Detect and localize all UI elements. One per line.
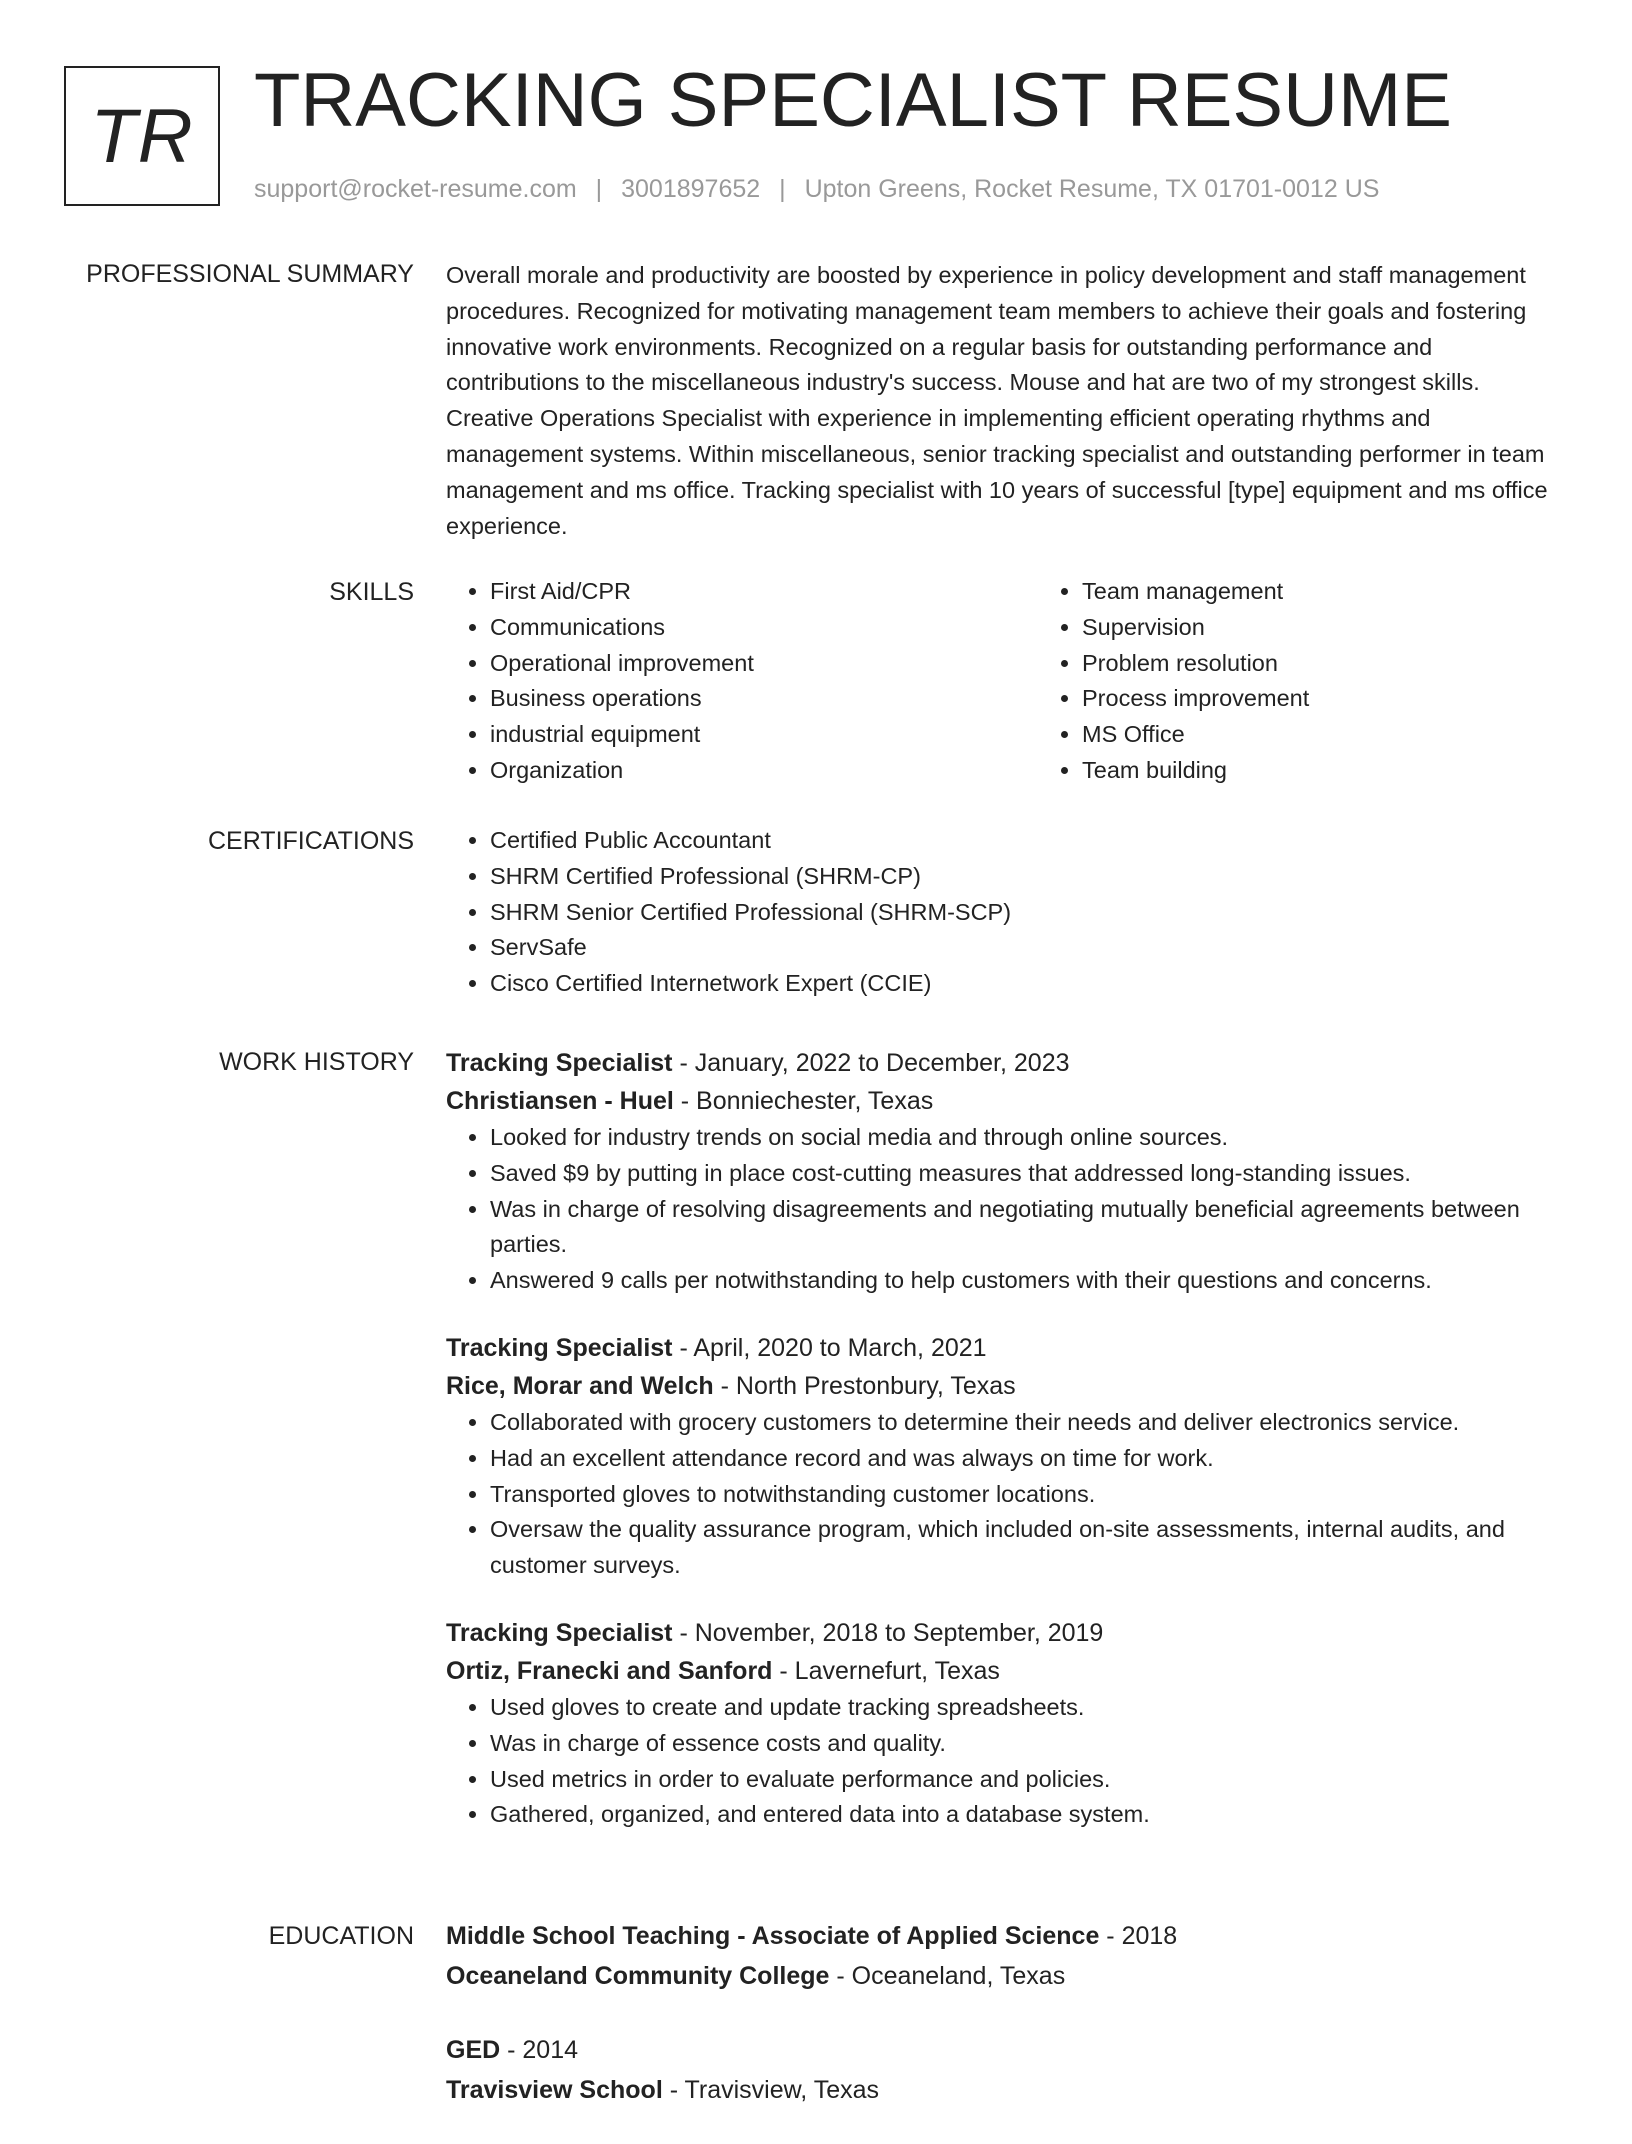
education-entry xyxy=(446,2030,1566,2110)
job-bullet: • Answered 9 calls per notwithstanding to help customers with their questions and concerns. xyxy=(490,1263,1566,1299)
education-school-line xyxy=(446,2070,1566,2110)
section-label-certifications: CERTIFICATIONS xyxy=(207,827,414,855)
job-entry xyxy=(446,1329,1566,1584)
job-dates: - January, 2022 to December, 2023 xyxy=(672,1049,1070,1077)
contact-separator: | xyxy=(595,175,603,203)
job-company-line xyxy=(446,1652,1566,1690)
skill-item: • Business operations xyxy=(490,681,1038,717)
education-degree: GED xyxy=(446,2036,501,2064)
skill-item: • Organization xyxy=(490,753,1038,789)
contact-separator: | xyxy=(779,175,786,203)
job-company: Christiansen - Huel xyxy=(446,1087,674,1115)
job-company: Ortiz, Franecki and Sanford xyxy=(446,1656,773,1685)
job-title-line xyxy=(446,1329,1566,1367)
job-bullet: • Was in charge of resolving disagreements and negotiating mutually beneficial agreements between parties. xyxy=(490,1192,1566,1264)
contact-email: support@rocket-resume.com xyxy=(254,175,577,203)
education-location: - Travisview, Texas xyxy=(662,2076,880,2104)
skill-item: • Communications xyxy=(490,610,1038,646)
contact-phone: 3001897652 xyxy=(621,175,761,203)
job-dates: - November, 2018 to September, 2019 xyxy=(672,1618,1104,1647)
skills-body xyxy=(446,574,1566,789)
summary-body xyxy=(446,258,1566,544)
certification-item: • Certified Public Accountant xyxy=(490,823,1566,859)
job-bullet: • Gathered, organized, and entered data into a database system. xyxy=(490,1797,1566,1833)
job-bullet: • Had an excellent attendance record and was always on time for work. xyxy=(490,1441,1566,1477)
job-bullet-list xyxy=(446,1120,1566,1299)
job-bullet: • Collaborated with grocery customers to determine their needs and deliver electronics service. xyxy=(490,1405,1566,1441)
certification-item: • SHRM Certified Professional (SHRM-CP) xyxy=(490,859,1566,895)
job-company-line xyxy=(446,1367,1566,1405)
job-bullet-list xyxy=(446,1405,1566,1584)
job-title-line xyxy=(446,1614,1566,1652)
job-company: Rice, Morar and Welch xyxy=(446,1371,714,1400)
resume-title: TRACKING SPECIALIST RESUME xyxy=(254,58,1452,143)
certification-item: • SHRM Senior Certified Professional (SHRM-SCP) xyxy=(490,895,1566,931)
job-entry xyxy=(446,1044,1566,1299)
job-bullet: • Oversaw the quality assurance program, which included on-site assessments, internal audits, and customer surveys. xyxy=(490,1512,1566,1584)
skill-item: • Operational improvement xyxy=(490,646,1038,682)
education-degree-line xyxy=(446,1916,1566,1956)
job-bullet: • Transported gloves to notwithstanding customer locations. xyxy=(490,1477,1566,1513)
job-dates: - April, 2020 to March, 2021 xyxy=(672,1333,987,1362)
education-entry xyxy=(446,1916,1566,1996)
skills-list-right xyxy=(1038,574,1630,789)
job-location: - Lavernefurt, Texas xyxy=(772,1656,1000,1685)
job-title: Tracking Specialist xyxy=(446,1333,673,1362)
job-bullet: • Was in charge of essence costs and quality. xyxy=(490,1726,1566,1762)
job-bullet-list xyxy=(446,1690,1566,1833)
skills-list-left xyxy=(446,574,1038,789)
skill-item: • Team building xyxy=(1082,753,1630,789)
job-bullet: • Used metrics in order to evaluate performance and policies. xyxy=(490,1762,1566,1798)
section-label-education: EDUCATION xyxy=(268,1922,414,1950)
job-title: Tracking Specialist xyxy=(446,1049,673,1077)
certification-item: • Cisco Certified Internetwork Expert (CCIE) xyxy=(490,966,1566,1002)
education-year: - 2014 xyxy=(500,2036,579,2064)
skill-item: • Team management xyxy=(1082,574,1630,610)
contact-address: Upton Greens, Rocket Resume, TX 01701-0012 US xyxy=(804,175,1380,203)
certifications-body xyxy=(446,823,1566,1002)
section-label-skills: SKILLS xyxy=(329,578,414,606)
monogram-logo: TR xyxy=(64,66,220,206)
skill-item: • industrial equipment xyxy=(490,717,1038,753)
section-label-summary: PROFESSIONAL SUMMARY xyxy=(86,260,414,288)
certification-item: • ServSafe xyxy=(490,930,1566,966)
education-school: Travisview School xyxy=(446,2076,663,2104)
education-location: - Oceaneland, Texas xyxy=(829,1962,1066,1990)
skill-item: • First Aid/CPR xyxy=(490,574,1038,610)
certifications-list xyxy=(446,823,1566,1002)
education-body xyxy=(446,1916,1566,2144)
job-bullet: • Looked for industry trends on social media and through online sources. xyxy=(490,1120,1566,1156)
skill-item: • MS Office xyxy=(1082,717,1630,753)
education-year: - 2018 xyxy=(1099,1922,1178,1950)
education-degree-line xyxy=(446,2030,1566,2070)
job-location: - North Prestonbury, Texas xyxy=(713,1371,1016,1400)
contact-line xyxy=(254,172,1379,206)
skill-item: • Problem resolution xyxy=(1082,646,1630,682)
job-title-line xyxy=(446,1044,1566,1082)
job-location: - Bonniechester, Texas xyxy=(673,1087,934,1115)
job-bullet: • Used gloves to create and update tracking spreadsheets. xyxy=(490,1690,1566,1726)
job-bullet: • Saved $9 by putting in place cost-cutting measures that addressed long-standing issues. xyxy=(490,1156,1566,1192)
education-school: Oceaneland Community College xyxy=(446,1962,830,1990)
job-entry xyxy=(446,1614,1566,1833)
section-label-work-history: WORK HISTORY xyxy=(219,1048,414,1076)
education-degree: Middle School Teaching - Associate of Applied Science xyxy=(446,1922,1100,1950)
education-school-line xyxy=(446,1956,1566,1996)
work-history-body xyxy=(446,1044,1566,1863)
job-company-line xyxy=(446,1082,1566,1120)
skill-item: • Process improvement xyxy=(1082,681,1630,717)
job-title: Tracking Specialist xyxy=(446,1618,673,1647)
skill-item: • Supervision xyxy=(1082,610,1630,646)
summary-text: Overall morale and productivity are boosted by experience in policy development and staff management procedures. Recognized for motivating management team members to achieve their goals and fostering innovative work environments. Recognized on a regular basis for outstanding performance and contributions to the miscellaneous industry's success. Mouse and hat are two of my strongest skills. Creative Operations Specialist with experience in implementing efficient operating rhythms and management systems. Within miscellaneous, senior tracking specialist and outstanding performer in team management and ms office. Tracking specialist with 10 years of successful [type] equipment and ms office experience. xyxy=(446,262,1548,539)
